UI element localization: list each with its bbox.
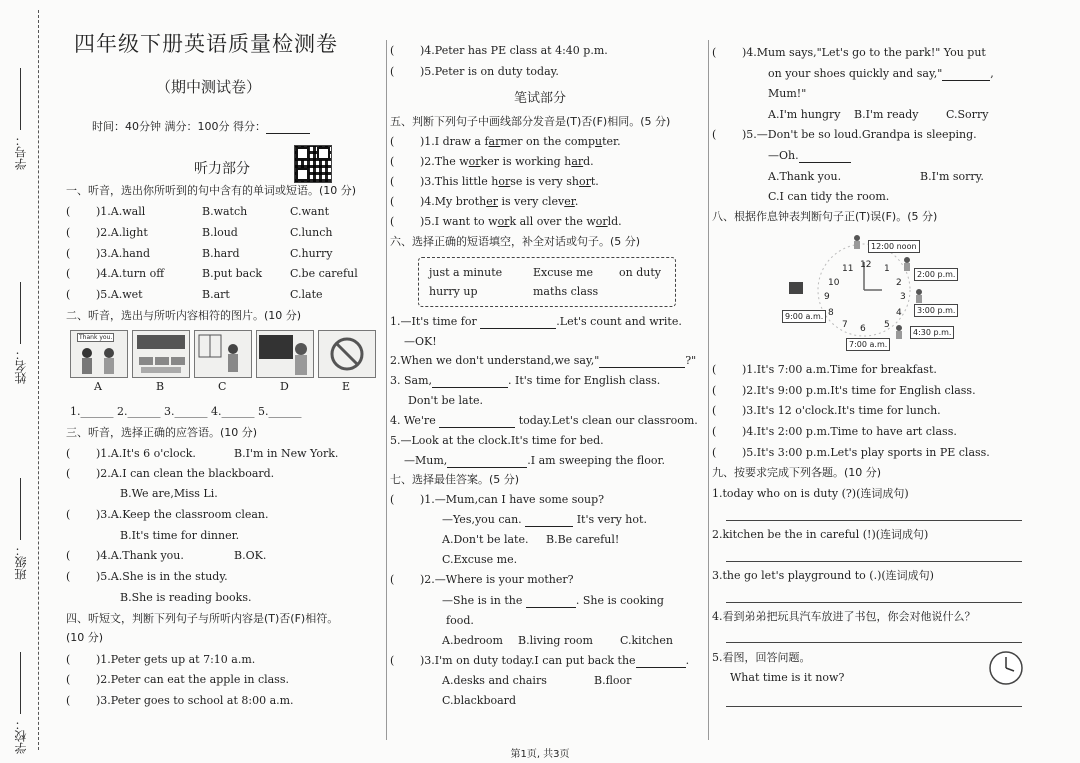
exam-title: 四年级下册英语质量检测卷 [74, 32, 338, 56]
kid-icon [912, 288, 926, 304]
s7-options: A.Thank you. B.I'm sorry. [768, 170, 984, 183]
s1-item[interactable]: ( )3.A.hand B.hard C.hurry [66, 247, 333, 260]
kid-icon [900, 256, 914, 272]
s4-item[interactable]: ( )2.Peter can eat the apple in class. [66, 673, 289, 686]
teacher-board-icon [257, 331, 313, 377]
column-1 [66, 0, 380, 740]
s4-item[interactable]: ( )5.Peter is on duty today. [390, 65, 559, 78]
s8-item[interactable]: ( )4.It's 2:00 p.m.Time to have art class. [712, 425, 957, 438]
s1-item[interactable]: ( )2.A.light B.loud C.lunch [66, 226, 333, 239]
time-tag: 2:00 p.m. [914, 268, 958, 281]
student-no-label: 学号： [13, 134, 28, 170]
section-8-title: 八、根据作息钟表判断句子正(T)误(F)。(5 分) [712, 210, 938, 223]
s8-item[interactable]: ( )2.It's 9:00 p.m.It's time for English class. [712, 384, 976, 397]
clock-number: 10 [828, 278, 840, 288]
picture-c [194, 330, 252, 378]
s6-item[interactable]: —Mum, .I am sweeping the floor. [404, 454, 666, 467]
s7-item[interactable]: ( )5.—Don't be so loud.Grandpa is sleeping. [712, 128, 977, 141]
written-title: 笔试部分 [514, 91, 567, 106]
clock-number: 5 [884, 320, 890, 330]
no-sign-icon [319, 331, 375, 377]
section-6-title: 六、选择正确的短语填空，补全对话或句子。(5 分) [390, 235, 641, 248]
clock-number: 7 [842, 320, 848, 330]
school-label: 学校： [13, 718, 28, 754]
s9-question: 4.看到弟弟把玩具汽车放进了书包，你会对他说什么？ [712, 610, 976, 623]
s8-item[interactable]: ( )5.It's 3:00 p.m.Let's play sports in PE class. [712, 446, 990, 459]
s3-item[interactable]: ( )2.A.I can clean the blackboard. [66, 467, 275, 480]
s4-item[interactable]: ( )1.Peter gets up at 7:10 a.m. [66, 653, 256, 666]
answer-line[interactable] [726, 642, 1022, 643]
picture-label-b: B [156, 380, 165, 393]
column-divider [386, 40, 387, 740]
kid-icon [850, 234, 864, 250]
s5-item[interactable]: ( )1.I draw a farmer on the computer. [390, 135, 621, 148]
time-tag: 12:00 noon [868, 240, 920, 253]
clock-number: 9 [824, 292, 830, 302]
schedule-clock [772, 228, 956, 354]
word-bank-item: Excuse me [533, 266, 594, 279]
s3-item[interactable]: ( )1.A.It's 6 o'clock. B.I'm in New York. [66, 447, 339, 460]
s7-text: food. [446, 614, 474, 627]
score-blank[interactable] [266, 123, 310, 134]
section-3-title: 三、听音，选择正确的应答语。(10 分) [66, 426, 258, 439]
classroom-icon [133, 331, 189, 377]
section-7-title: 七、选择最佳答案。(5 分) [390, 473, 520, 486]
picture-label-e: E [342, 380, 351, 393]
s4-item[interactable]: ( )4.Peter has PE class at 4:40 p.m. [390, 44, 608, 57]
s7-item[interactable]: ( )4.Mum says,"Let's go to the park!" You put [712, 46, 986, 59]
picture-d [256, 330, 314, 378]
s3-option: B.She is reading books. [120, 591, 252, 604]
picture-answer-blanks[interactable]: 1.______ 2.______ 3.______ 4.______ 5.______ [70, 405, 302, 418]
s9-question: 1.today who on is duty (?)(连词成句) [712, 487, 909, 500]
s7-item[interactable]: ( )2.—Where is your mother? [390, 573, 574, 586]
s7-text: —Yes,you can. It's very hot. [442, 513, 647, 526]
picture-label-d: D [280, 380, 289, 393]
s6-item[interactable]: 2.When we don't understand,we say," ?" [390, 354, 697, 367]
s9-question: 5.看图，回答问题。 [712, 651, 811, 664]
time-tag: 9:00 a.m. [782, 310, 826, 323]
s7-option: C.Excuse me. [442, 553, 518, 566]
s7-options: A.I'm hungry B.I'm ready C.Sorry [768, 108, 989, 121]
s6-text: Don't be late. [408, 394, 484, 407]
student-no-field[interactable] [6, 68, 34, 170]
s1-item[interactable]: ( )1.A.wall B.watch C.want [66, 205, 329, 218]
s4-item[interactable]: ( )3.Peter goes to school at 8:00 a.m. [66, 694, 294, 707]
answer-line[interactable] [726, 706, 1022, 707]
name-label: 姓名： [13, 348, 28, 384]
page-footer: 第1页, 共3页 [510, 749, 570, 760]
s7-text: —She is in the . She is cooking [442, 594, 664, 607]
class-field[interactable] [6, 478, 34, 580]
picture-b [132, 330, 190, 378]
section-9-title: 九、按要求完成下列各题。(10 分) [712, 466, 882, 479]
name-field[interactable] [6, 282, 34, 384]
picture-label-a: A [94, 380, 102, 393]
s9-question: 2.kitchen be the in careful (!)(连词成句) [712, 528, 929, 541]
cut-line [38, 10, 39, 750]
s9-subquestion: What time is it now? [730, 671, 845, 684]
section-4-title: 四、听短文，判断下列句子与所听内容是(T)否(F)相符。 [66, 612, 339, 625]
s7-options: A.desks and chairs B.floor [442, 674, 632, 687]
s6-text: —OK! [404, 335, 437, 348]
school-field[interactable] [6, 652, 34, 754]
clock-number: 11 [842, 264, 854, 274]
kid-icon [892, 324, 906, 340]
exam-info-text: 时间：40分钟 满分：100分 得分： [92, 120, 266, 133]
time-tag: 7:00 a.m. [846, 338, 890, 351]
answer-line[interactable] [726, 602, 1022, 603]
exam-info [92, 118, 310, 134]
section-1-title: 一、听音，选出你所听到的句中含有的单词或短语。(10 分) [66, 184, 357, 197]
s1-item[interactable]: ( )5.A.wet B.art C.late [66, 288, 323, 301]
clock-number: 4 [896, 308, 902, 318]
s3-item[interactable]: ( )5.A.She is in the study. [66, 570, 228, 583]
clock-number: 6 [860, 324, 866, 334]
s3-item[interactable]: ( )3.A.Keep the classroom clean. [66, 508, 269, 521]
s7-text: on your shoes quickly and say," , [768, 67, 994, 80]
qr-code [294, 145, 332, 183]
s7-item[interactable]: ( )3.I'm on duty today.I can put back the . [390, 654, 690, 667]
s6-item[interactable]: 3. Sam, . It's time for English class. [390, 374, 661, 387]
answer-line[interactable] [726, 520, 1022, 521]
section-2-title: 二、听音，选出与所听内容相符的图片。(10 分) [66, 309, 302, 322]
s7-options: A.Don't be late. B.Be careful! [442, 533, 620, 546]
picture-a [70, 330, 128, 378]
s5-item[interactable]: ( )4.My brother is very clever. [390, 195, 579, 208]
wall-clock-icon [988, 650, 1024, 686]
picture-row [70, 330, 376, 378]
s7-option: C.blackboard [442, 694, 516, 707]
s3-option: B.It's time for dinner. [120, 529, 240, 542]
s1-item[interactable]: ( )4.A.turn off B.put back C.be careful [66, 267, 358, 280]
answer-line[interactable] [726, 561, 1022, 562]
s9-question: 3.the go let's playground to (.)(连词成句) [712, 569, 934, 582]
clock-number: 12 [860, 260, 872, 270]
s5-item[interactable]: ( )2.The worker is working hard. [390, 155, 594, 168]
picture-label-c: C [218, 380, 227, 393]
word-bank-item: just a minute [429, 266, 503, 279]
column-2 [390, 0, 702, 740]
word-bank-item: on duty [619, 266, 661, 279]
s7-item[interactable]: ( )1.—Mum,can I have some soup? [390, 493, 605, 506]
time-tag: 4:30 p.m. [910, 326, 954, 339]
time-tag: 3:00 p.m. [914, 304, 958, 317]
clock-number: 1 [884, 264, 890, 274]
picture-a-caption: Thank you. [79, 334, 113, 341]
s7-options: A.bedroom B.living room C.kitchen [442, 634, 673, 647]
clock-number: 3 [900, 292, 906, 302]
s3-option: B.We are,Miss Li. [120, 487, 218, 500]
s6-text: 5.—Look at the clock.It's time for bed. [390, 434, 604, 447]
s5-item[interactable]: ( )5.I want to work all over the world. [390, 215, 622, 228]
listening-title: 听力部分 [194, 161, 250, 177]
column-divider [708, 40, 709, 740]
word-bank-box [418, 257, 676, 307]
clock-number: 2 [896, 278, 902, 288]
column-3 [712, 0, 1032, 740]
word-bank-item: maths class [533, 285, 599, 298]
exam-subtitle: （期中测试卷） [156, 78, 262, 96]
s6-item[interactable]: 1.—It's time for .Let's count and write. [390, 315, 682, 328]
s7-text: —Oh. [768, 149, 851, 163]
section-4-points: (10 分) [66, 631, 104, 644]
window-girl-icon [195, 331, 251, 377]
clock-number: 8 [828, 308, 834, 318]
binding-margin [0, 0, 44, 763]
s7-text: Mum!" [768, 87, 807, 100]
s7-option: C.I can tidy the room. [768, 190, 890, 203]
class-label: 班级： [13, 544, 28, 580]
s8-item[interactable]: ( )3.It's 12 o'clock.It's time for lunch. [712, 404, 941, 417]
section-5-title: 五、判断下列句子中画线部分发音是(T)否(F)相同。(5 分) [390, 115, 671, 128]
picture-e [318, 330, 376, 378]
word-bank-item: hurry up [429, 285, 478, 298]
s6-item[interactable]: 4. We're today.Let's clean our classroom. [390, 414, 698, 427]
s3-item[interactable]: ( )4.A.Thank you. B.OK. [66, 549, 267, 562]
s5-item[interactable]: ( )3.This little horse is very short. [390, 175, 599, 188]
s8-item[interactable]: ( )1.It's 7:00 a.m.Time for breakfast. [712, 363, 937, 376]
